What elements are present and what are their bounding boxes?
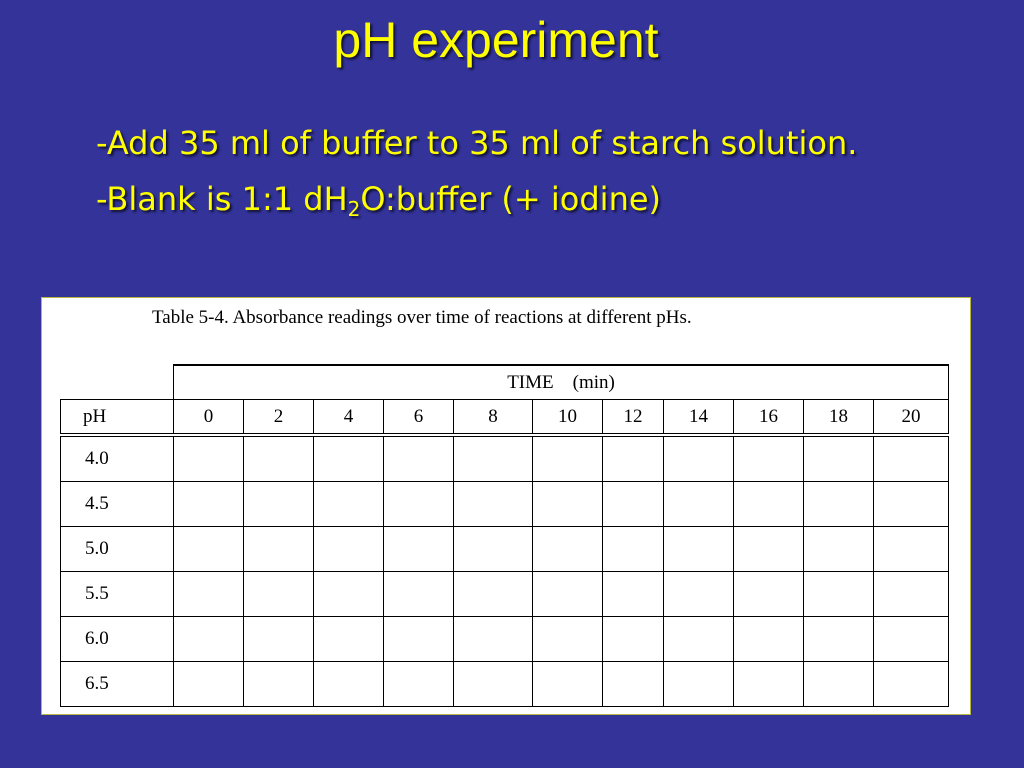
reading-cell	[603, 527, 664, 572]
table-row	[61, 527, 949, 572]
ph-value-cell: 4.5	[61, 482, 174, 527]
ph-value-cell: 6.5	[61, 662, 174, 707]
bullet-list	[96, 118, 857, 230]
reading-cell	[174, 527, 244, 572]
table-row	[61, 572, 949, 617]
reading-cell	[664, 527, 734, 572]
reading-cell	[384, 617, 454, 662]
reading-cell	[804, 572, 874, 617]
bullet-text: -Blank is 1:1 dH	[96, 180, 348, 218]
reading-cell	[874, 572, 949, 617]
reading-cell	[384, 572, 454, 617]
reading-cell	[603, 572, 664, 617]
reading-cell	[804, 482, 874, 527]
reading-cell	[454, 572, 533, 617]
reading-cell	[384, 482, 454, 527]
reading-cell	[533, 662, 603, 707]
reading-cell	[174, 617, 244, 662]
reading-cell	[734, 617, 804, 662]
time-column-header: 12	[603, 400, 664, 436]
time-column-header: 20	[874, 400, 949, 436]
reading-cell	[734, 572, 804, 617]
reading-cell	[244, 435, 314, 482]
reading-cell	[664, 662, 734, 707]
bullet-item	[96, 174, 857, 230]
reading-cell	[874, 527, 949, 572]
reading-cell	[384, 527, 454, 572]
reading-cell	[603, 482, 664, 527]
time-column-header: 14	[664, 400, 734, 436]
table-row	[61, 617, 949, 662]
reading-cell	[734, 527, 804, 572]
reading-cell	[314, 662, 384, 707]
reading-cell	[244, 617, 314, 662]
reading-cell	[244, 527, 314, 572]
reading-cell	[874, 482, 949, 527]
time-column-header: 6	[384, 400, 454, 436]
reading-cell	[533, 482, 603, 527]
reading-cell	[314, 572, 384, 617]
slide-title: pH experiment	[333, 12, 659, 68]
time-column-header: 16	[734, 400, 804, 436]
reading-cell	[244, 662, 314, 707]
ph-column-header: pH	[61, 400, 174, 436]
reading-cell	[804, 527, 874, 572]
ph-value-cell: 5.0	[61, 527, 174, 572]
reading-cell	[244, 482, 314, 527]
reading-cell	[384, 435, 454, 482]
reading-cell	[244, 572, 314, 617]
table-caption: Table 5-4. Absorbance readings over time of reactions at different pHs.	[152, 307, 692, 328]
reading-cell	[314, 527, 384, 572]
corner-cell	[61, 365, 174, 400]
bullet-item	[96, 118, 857, 174]
reading-cell	[314, 617, 384, 662]
bullet-text: O:buffer (+ iodine)	[360, 180, 662, 218]
reading-cell	[804, 435, 874, 482]
ph-value-cell: 5.5	[61, 572, 174, 617]
reading-cell	[314, 435, 384, 482]
reading-cell	[533, 617, 603, 662]
ph-value-cell: 6.0	[61, 617, 174, 662]
table-panel	[41, 297, 971, 715]
reading-cell	[664, 617, 734, 662]
reading-cell	[804, 662, 874, 707]
table-row	[61, 662, 949, 707]
reading-cell	[533, 572, 603, 617]
reading-cell	[874, 662, 949, 707]
time-column-header: 8	[454, 400, 533, 436]
time-column-header: 18	[804, 400, 874, 436]
reading-cell	[603, 435, 664, 482]
reading-cell	[664, 572, 734, 617]
time-group-header: TIME (min)	[174, 365, 949, 400]
reading-cell	[174, 662, 244, 707]
time-column-header: 0	[174, 400, 244, 436]
reading-cell	[603, 662, 664, 707]
reading-cell	[734, 662, 804, 707]
reading-cell	[314, 482, 384, 527]
table-row	[61, 482, 949, 527]
reading-cell	[664, 482, 734, 527]
reading-cell	[874, 435, 949, 482]
reading-cell	[664, 435, 734, 482]
reading-cell	[454, 662, 533, 707]
time-column-header: 2	[244, 400, 314, 436]
absorbance-table	[60, 364, 949, 707]
reading-cell	[804, 617, 874, 662]
bullet-text: -Add 35 ml of buffer to 35 ml of starch solution.	[96, 124, 858, 162]
reading-cell	[874, 617, 949, 662]
reading-cell	[454, 435, 533, 482]
ph-value-cell: 4.0	[61, 435, 174, 482]
time-column-header: 10	[533, 400, 603, 436]
time-header-row	[61, 365, 949, 400]
column-header-row	[61, 400, 949, 436]
reading-cell	[454, 617, 533, 662]
reading-cell	[174, 482, 244, 527]
subscript-text: 2	[347, 197, 361, 221]
reading-cell	[734, 435, 804, 482]
reading-cell	[174, 572, 244, 617]
reading-cell	[533, 527, 603, 572]
reading-cell	[174, 435, 244, 482]
reading-cell	[533, 435, 603, 482]
time-column-header: 4	[314, 400, 384, 436]
reading-cell	[603, 617, 664, 662]
reading-cell	[734, 482, 804, 527]
reading-cell	[454, 482, 533, 527]
reading-cell	[384, 662, 454, 707]
table-row	[61, 435, 949, 482]
reading-cell	[454, 527, 533, 572]
